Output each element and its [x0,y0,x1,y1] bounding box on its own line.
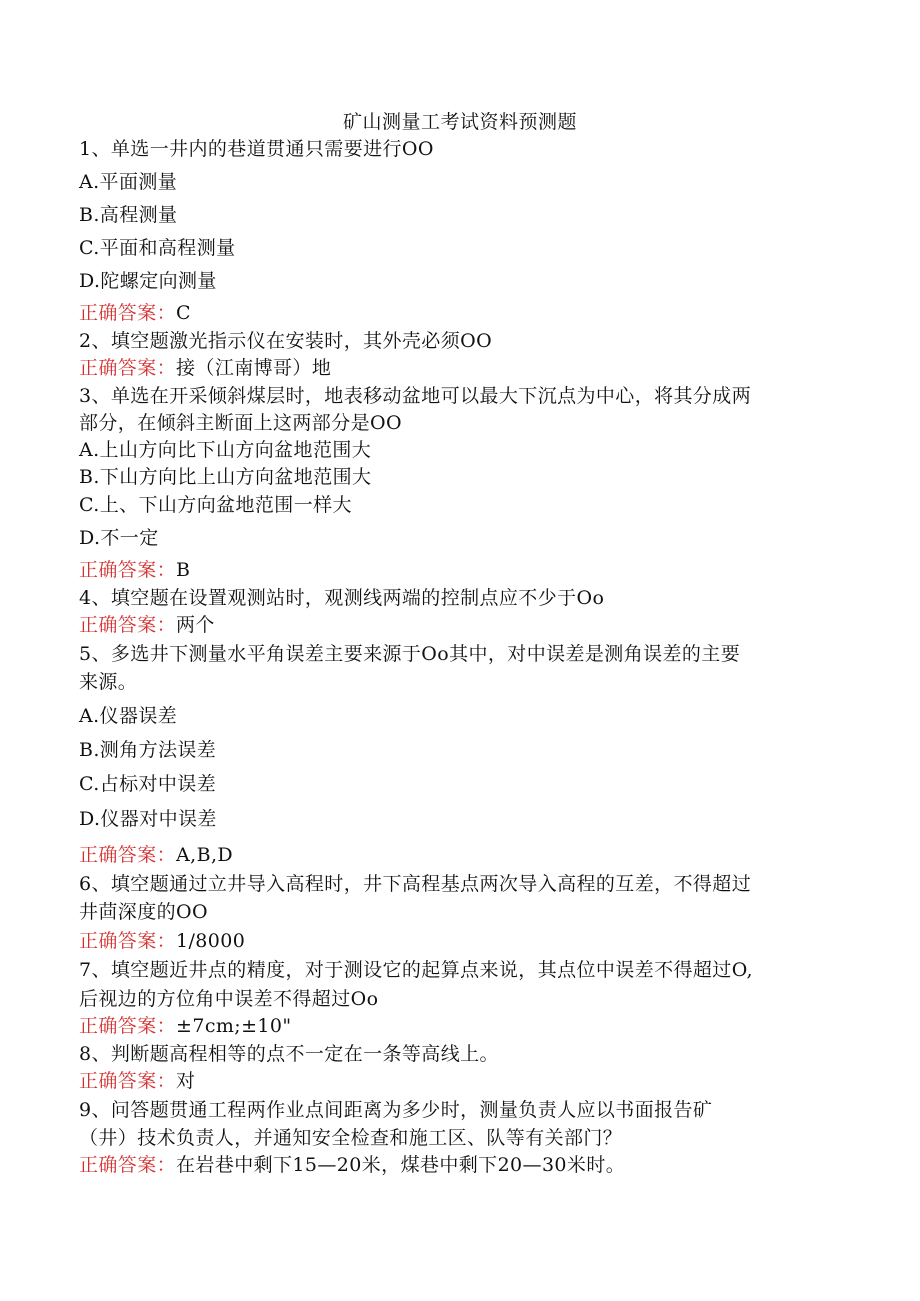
question-1-option-a: A.平面测量 [79,171,178,193]
question-3-text-line1: 3、单选在开采倾斜煤层时，地表移动盆地可以最大下沉点为中心，将其分成两 [79,385,752,407]
answer-value: 1/8000 [176,930,246,952]
question-5-option-a: A.仪器误差 [79,705,178,727]
answer-value: B [176,559,191,581]
question-3-option-a: A.上山方向比下山方向盆地范围大 [79,439,372,461]
question-5-answer [79,842,839,868]
question-4-answer [79,612,839,638]
answer-value: A,B,D [176,844,234,866]
answer-label: 正确答案： [79,357,177,379]
answer-label: 正确答案： [79,930,177,952]
question-4-text: 4、填空题在设置观测站时，观测线两端的控制点应不少于Oo [79,587,605,609]
answer-value: ±7cm;±10" [176,1015,292,1037]
question-9-text-line1: 9、问答题贯通工程两作业点间距离为多少时，测量负责人应以书面报告矿 [79,1099,713,1121]
answer-value: C [176,302,191,324]
question-1-text: 1、单选一井内的巷道贯通只需要进行OO [79,138,434,160]
question-5-option-c: C.占标对中误差 [79,773,217,795]
answer-label: 正确答案： [79,302,177,324]
question-7-text-line2: 后视边的方位角中误差不得超过Oo [79,988,379,1010]
answer-value: 对 [176,1070,196,1092]
question-8-answer [79,1068,839,1094]
question-1-option-d: D.陀螺定向测量 [79,270,217,292]
question-3-answer [79,557,839,583]
question-1-option-b: B.高程测量 [79,204,178,226]
answer-value: 接（江南博哥）地 [176,357,332,379]
question-6-text-line2: 井茴深度的OO [79,901,208,923]
question-5-option-d: D.仪器对中误差 [79,808,217,830]
answer-label: 正确答案： [79,1154,177,1176]
question-6-answer [79,928,839,954]
question-5-text-line1: 5、多选井下测量水平角误差主要来源于Oo其中，对中误差是测角误差的主要 [79,643,741,665]
question-9-text-line2: （井）技术负责人，并通知安全检查和施工区、队等有关部门？ [79,1127,623,1149]
answer-value: 两个 [176,614,215,636]
answer-label: 正确答案： [79,844,177,866]
answer-value: 在岩巷中剩下15—20米，煤巷中剩下20—30米时。 [176,1154,626,1176]
question-6-text-line1: 6、填空题通过立井导入高程时，井下高程基点两次导入高程的互差，不得超过 [79,873,752,895]
question-3-option-c: C.上、下山方向盆地范围一样大 [79,494,352,516]
question-9-answer [79,1152,839,1178]
question-8-text: 8、判断题高程相等的点不一定在一条等高线上。 [79,1043,499,1065]
question-7-text-line1: 7、填空题近井点的精度，对于测设它的起算点来说，其点位中误差不得超过O, [79,959,753,981]
answer-label: 正确答案： [79,1015,177,1037]
question-2-text: 2、填空题激光指示仪在安装时，其外壳必须OO [79,330,493,352]
question-5-text-line2: 来源。 [79,671,138,693]
question-3-option-b: B.下山方向比上山方向盆地范围大 [79,466,372,488]
question-1-answer [79,300,839,326]
question-5-option-b: B.测角方法误差 [79,739,217,761]
question-7-answer [79,1013,839,1039]
answer-label: 正确答案： [79,1070,177,1092]
answer-label: 正确答案： [79,559,177,581]
question-3-text-line2: 部分，在倾斜主断面上这两部分是OO [79,412,402,434]
document-title: 矿山测量工考试资料预测题 [342,111,577,133]
question-3-option-d: D.不一定 [79,527,159,549]
question-2-answer [79,355,839,381]
answer-label: 正确答案： [79,614,177,636]
question-1-option-c: C.平面和高程测量 [79,237,236,259]
